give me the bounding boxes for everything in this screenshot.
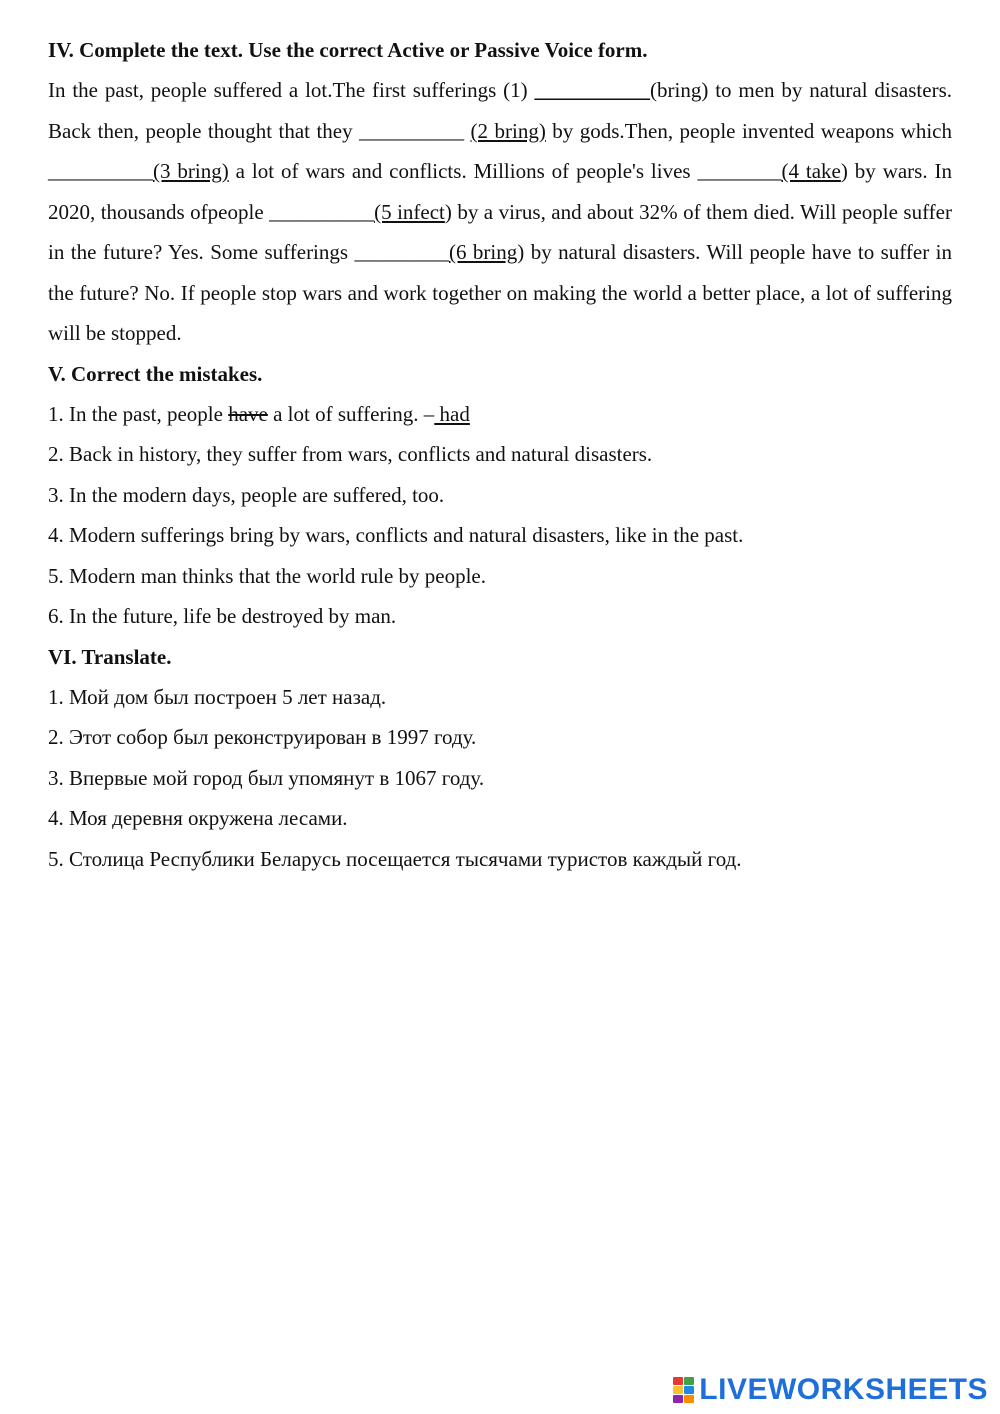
brand-name: LIVEWORKSHEETS [699, 1373, 988, 1406]
mistake-item-4: 4. Modern sufferings bring by wars, conflicts and natural disasters, like in the past. [48, 523, 744, 547]
text-part: ) by a virus, and about 32% of them died. Will people suffer in the future? Yes. Some sufferings _________ [48, 199, 952, 264]
mistake-item-6: 6. In the future, life be destroyed by man. [48, 604, 397, 628]
mistake-item-5: 5. Modern man thinks that the world rule by people. [48, 563, 486, 588]
translate-item-4: 4. Моя деревня окружена лесами. [48, 806, 348, 830]
logo-tile [673, 1395, 683, 1403]
cue-2: (2 bring) [470, 118, 546, 143]
cue-6: (6 bring [449, 240, 518, 264]
mistake-item-2: 2. Back in history, they suffer from wars, conflicts and natural disasters. [48, 442, 653, 466]
translate-item-1: 1. Мой дом был построен 5 лет назад. [48, 684, 387, 709]
worksheet-page [48, 30, 952, 879]
translate-item-3: 3. Впервые мой город был упомянут в 1067 году. [48, 765, 485, 790]
logo-tile [684, 1386, 694, 1394]
text-part: ) by wars. In 2020, thousands ofpeople __________ [48, 159, 952, 224]
cue-5: (5 infect [374, 199, 445, 224]
text-part: ) by natural disasters. Will people have to suffer in the future? No. If people stop wars and work together on making the world a better place, a lot of suffering will be stopped. [48, 240, 952, 345]
text-part: a lot of wars and conflicts. Millions of people's lives ________ [228, 159, 782, 183]
mistake-item-3: 3. In the modern days, people are suffered, too. [48, 482, 445, 507]
cue-4: (4 take [781, 159, 841, 183]
section-4-heading: IV. Complete the text. Use the correct Active or Passive Voice form. [48, 38, 648, 62]
text-part: (bring) to men by natural disasters. Back then, people thought that they __________ [48, 78, 952, 143]
logo-tile [684, 1377, 694, 1385]
item-text: 1. In the past, people [48, 401, 229, 426]
liveworksheets-logo-icon [673, 1377, 695, 1403]
mistake-item-1 [48, 394, 952, 435]
struck-word: have [228, 401, 268, 426]
section-4-text [48, 70, 952, 354]
cue-3: (3 bring) [153, 159, 229, 183]
text-part: by gods.Then, people invented weapons which __________ [48, 118, 952, 183]
section-6-heading: VI. Translate. [48, 644, 172, 669]
logo-tile [673, 1386, 683, 1394]
liveworksheets-brand [673, 1373, 988, 1407]
translate-item-5: 5. Столица Республики Беларусь посещается тысячами туристов каждый год. [48, 846, 742, 871]
logo-tile [673, 1377, 683, 1385]
blank-1: ___________ [534, 78, 651, 102]
logo-tile [684, 1395, 694, 1403]
translate-item-2: 2. Этот собор был реконструирован в 1997 году. [48, 725, 477, 749]
section-5-heading: V. Correct the mistakes. [48, 361, 263, 386]
answer-word: had [434, 401, 470, 426]
item-text: a lot of suffering. – [267, 401, 435, 426]
text-part: In the past, people suffered a lot.The first sufferings (1) [48, 78, 535, 102]
